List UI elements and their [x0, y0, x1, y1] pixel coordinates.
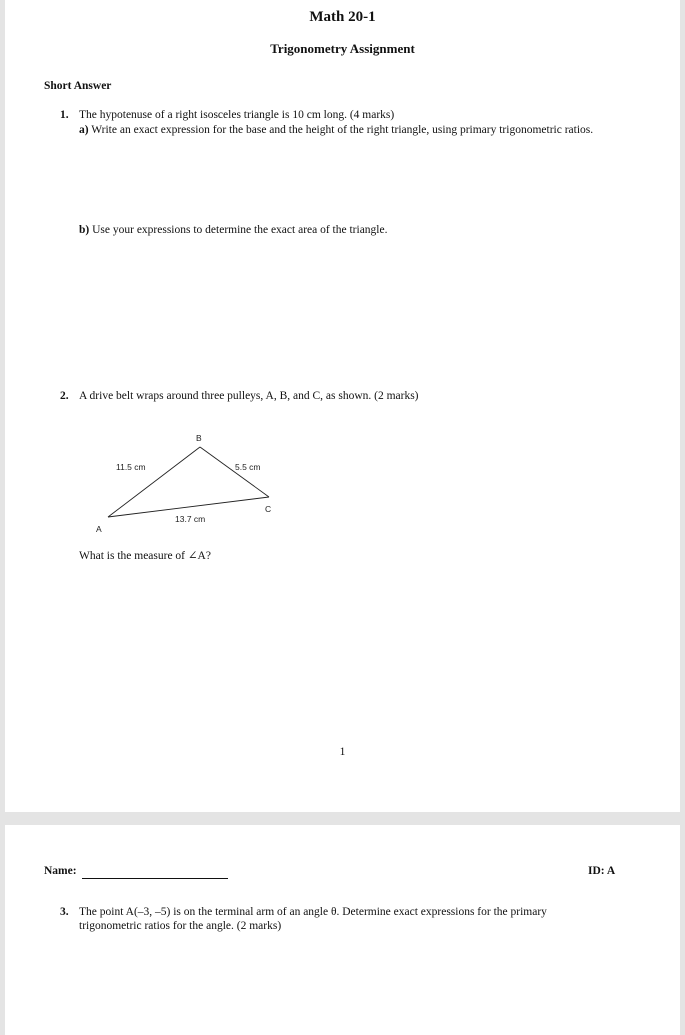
side-ac-label: 13.7 cm	[175, 514, 206, 524]
question-3-line-1: The point A(–3, –5) is on the terminal arm of an angle θ. Determine exact expressions for the primary	[79, 906, 547, 918]
question-1b-text: Use your expressions to determine the exact area of the triangle.	[92, 224, 388, 236]
id-label: ID: A	[588, 865, 616, 877]
vertex-a-label: A	[96, 524, 102, 534]
question-2-number: 2.	[60, 390, 69, 402]
question-1b-label: b)	[79, 224, 90, 236]
side-ab	[108, 447, 200, 517]
section-heading: Short Answer	[44, 80, 112, 92]
vertex-c-label: C	[265, 504, 272, 514]
question-3-line-2: trigonometric ratios for the angle. (2 marks)	[79, 920, 282, 932]
side-bc	[200, 447, 269, 497]
question-2-prompt: What is the measure of ∠A?	[79, 550, 211, 562]
pulley-triangle-diagram	[5, 0, 680, 560]
side-bc-label: 5.5 cm	[235, 462, 261, 472]
question-3-number: 3.	[60, 906, 69, 918]
page-1	[5, 0, 680, 812]
question-1-number: 1.	[60, 109, 69, 121]
page-number: 1	[339, 746, 346, 758]
name-label: Name:	[44, 865, 77, 877]
question-1-text: The hypotenuse of a right isosceles triangle is 10 cm long. (4 marks)	[79, 109, 395, 121]
name-field-line[interactable]	[82, 878, 228, 879]
vertex-b-label: B	[196, 433, 202, 443]
assignment-title: Trigonometry Assignment	[270, 41, 415, 56]
side-ab-label: 11.5 cm	[116, 462, 146, 472]
question-2-text: A drive belt wraps around three pulleys, A, B, and C, as shown. (2 marks)	[79, 390, 419, 402]
question-1a-text: Write an exact expression for the base and the height of the right triangle, using primary trigonometric ratios.	[91, 124, 594, 136]
question-1a-label: a)	[79, 124, 89, 136]
page-2	[5, 825, 680, 1035]
course-title: Math 20-1	[309, 9, 376, 25]
